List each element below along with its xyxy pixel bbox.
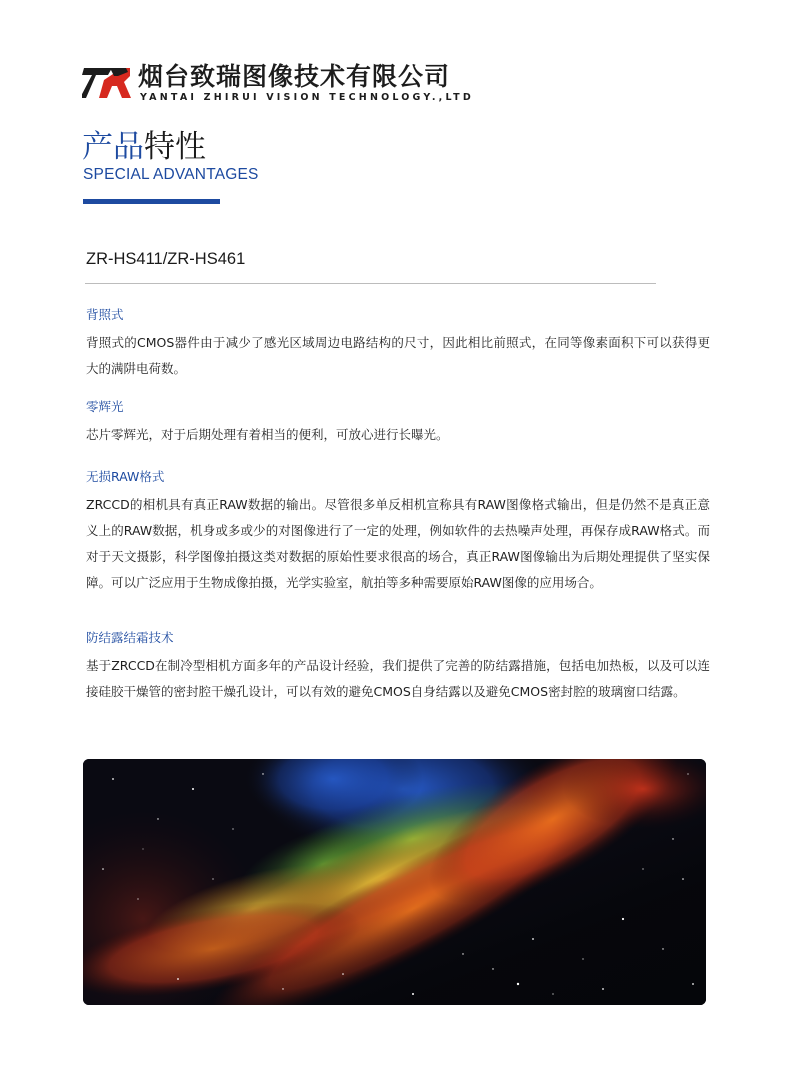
section-title-blue: 产品 [82,129,144,165]
model-name: ZR-HS411/ZR-HS461 [86,250,246,268]
feature-anti-condensation [86,629,710,705]
feature-body: ZRCCD的相机具有真正RAW数据的输出。尽管很多单反相机宣称具有RAW图像格式输出，但是仍然不是真正意义上的RAW数据，机身或多或少的对图像进行了一定的处理，例如软件的去热噪声处理，再保存成RAW格式。而对于天文摄影，科学图像拍摄这类对数据的原始性要求很高的场合，真正RAW图像输出为后期处理提供了坚实保障。可以广泛应用于生物成像拍摄，光学实验室，航拍等多种需要原始RAW图像的应用场合。 [86,497,710,590]
section-title-dark: 特性 [144,129,206,165]
zr-logo-mark [82,66,132,100]
feature-raw-format [86,468,710,596]
divider [85,283,656,284]
company-name-cn: 烟台致瑞图像技术有限公司 [138,62,451,91]
feature-body: 背照式的CMOS器件由于减少了感光区域周边电路结构的尺寸，因此相比前照式，在同等像素面积下可以获得更大的满阱电荷数。 [86,335,710,376]
feature-body: 基于ZRCCD在制冷型相机方面多年的产品设计经验，我们提供了完善的防结露措施，包括电加热板，以及可以连接硅胶干燥管的密封腔干燥孔设计，可以有效的避免CMOS自身结露以及避免CMOS密封腔的玻璃窗口结露。 [86,658,710,699]
company-name-en: YANTAI ZHIRUI VISION TECHNOLOGY.,LTD [140,92,474,103]
company-logo [82,62,474,106]
nebula-illustration [83,759,706,1005]
feature-title: 防结露结霜技术 [86,630,174,645]
feature-backside-illuminated [86,306,710,382]
feature-title: 零辉光 [86,399,124,414]
section-underline [83,199,220,204]
feature-title: 背照式 [86,307,124,322]
feature-body: 芯片零辉光，对于后期处理有着相当的便利，可放心进行长曝光。 [86,427,449,442]
feature-zero-glow [86,398,710,448]
feature-title: 无损RAW格式 [86,469,165,484]
nebula-photo [83,759,706,1005]
section-subtitle: SPECIAL ADVANTAGES [83,166,259,183]
section-title [82,128,206,166]
